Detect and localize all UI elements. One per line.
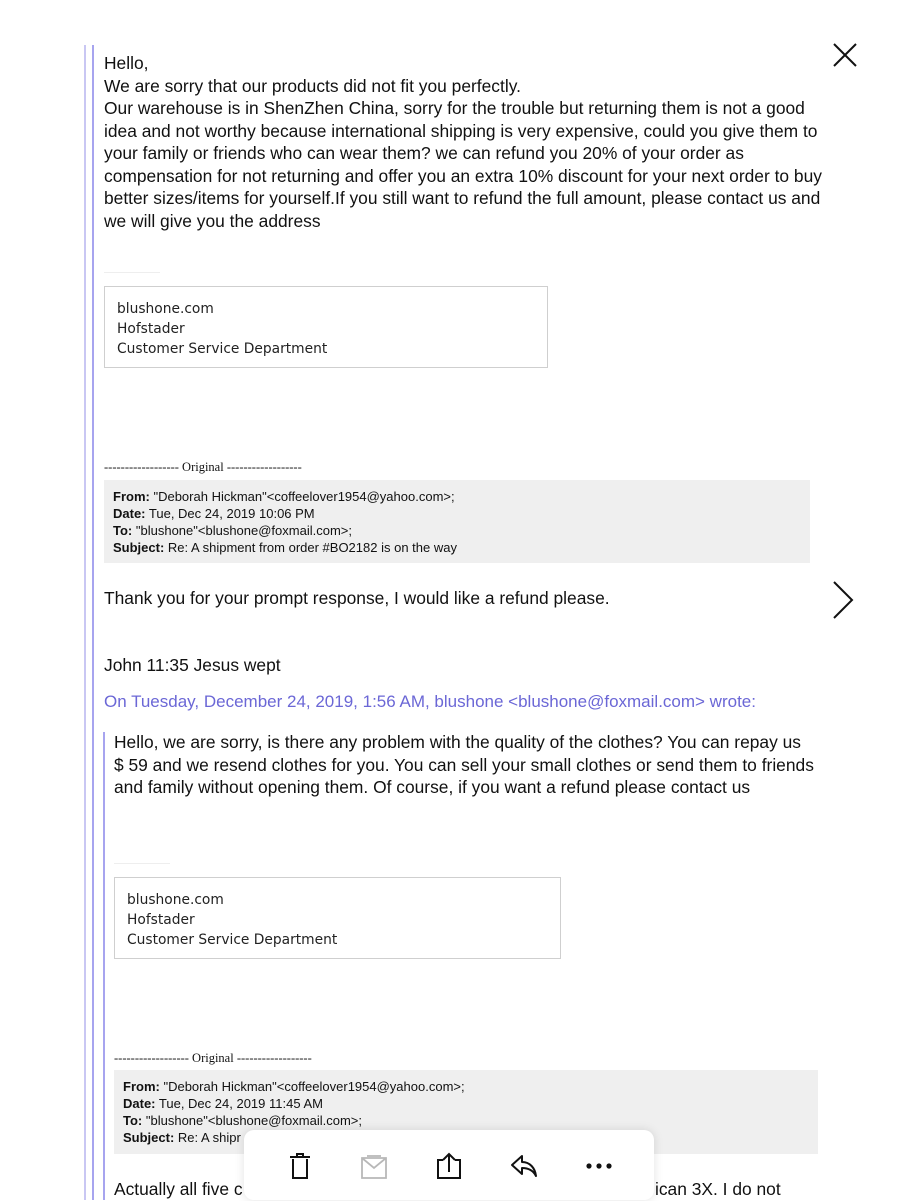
original-separator: ------------------ Original ------------------ [104,460,302,474]
to-value: "blushone"<blushone@foxmail.com>; [135,523,352,538]
message-body-4-start: Actually all five c [114,1179,243,1199]
from-value: "Deborah Hickman"<coffeelover1954@yahoo.com>; [153,489,455,504]
subject-label: Subject: [123,1130,175,1145]
to-label: To: [123,1113,143,1128]
quote-bar-outer [84,45,86,1200]
quote-bar-inner [92,45,94,1200]
signature-box [104,286,548,368]
date-value: Tue, Dec 24, 2019 10:06 PM [148,506,315,521]
message-body-1 [104,52,824,232]
message-body-2: Thank you for your prompt response, I would like a refund please. [104,588,610,608]
signature-dept: Customer Service Department [117,341,328,357]
signature-divider [104,272,160,273]
original-header [104,480,810,563]
from-label: From: [123,1079,160,1094]
subject-value: Re: A shipment from order #BO2182 is on the way [167,540,457,555]
subject-label: Subject: [113,540,165,555]
action-toolbar [244,1130,654,1200]
signature-name: Hofstader [117,321,185,337]
greeting: Hello, [104,53,149,73]
archive-icon[interactable] [358,1150,390,1182]
signature-dept: Customer Service Department [127,932,338,948]
signature-box [114,877,561,959]
signature-name: Hofstader [127,912,195,928]
signature-divider [114,863,170,864]
signature-site: blushone.com [117,301,214,317]
date-label: Date: [123,1096,156,1111]
quote-attribution: On Tuesday, December 24, 2019, 1:56 AM, blushone <blushone@foxmail.com> wrote: [104,692,756,711]
reply-icon[interactable] [508,1150,540,1182]
message-line: We are sorry that our products did not fit you perfectly. [104,75,521,96]
to-label: To: [113,523,133,538]
from-value: "Deborah Hickman"<coffeelover1954@yahoo.com>; [163,1079,465,1094]
message-line: Our warehouse is in ShenZhen China, sorry for the trouble but returning them is not a good idea and not worthy because international shipping is very expensive, could you give them to your family or friends who can wear them? we can refund you 20% of your order as compensation for not returning and offer you an extra 10% discount for your next order to buy better sizes/items for yourself.If you still want to refund the full amount, please contact us and we will give you the address [104,98,822,231]
original-separator: ------------------ Original ------------------ [114,1051,312,1065]
chevron-right-icon[interactable] [828,580,856,620]
trash-icon[interactable] [284,1150,316,1182]
date-value: Tue, Dec 24, 2019 11:45 AM [158,1096,323,1111]
to-value: "blushone"<blushone@foxmail.com>; [145,1113,362,1128]
signature-site: blushone.com [127,892,224,908]
move-to-folder-icon[interactable] [433,1150,465,1182]
message-signature: John 11:35 Jesus wept [104,655,281,675]
quote-bar-nested [103,732,105,1200]
close-icon[interactable] [830,40,860,70]
date-label: Date: [113,506,146,521]
subject-value: Re: A shipr [177,1130,241,1145]
from-label: From: [113,489,150,504]
more-icon[interactable] [583,1150,615,1182]
message-body-3: Hello, we are sorry, is there any problem with the quality of the clothes? You can repay us $ 59 and we resend clothes for you. You can sell your small clothes or send them to friends and family without opening them. Of course, if you want a refund please contact us [114,732,814,797]
message-body-4-end: ican 3X. I do not [655,1179,781,1199]
